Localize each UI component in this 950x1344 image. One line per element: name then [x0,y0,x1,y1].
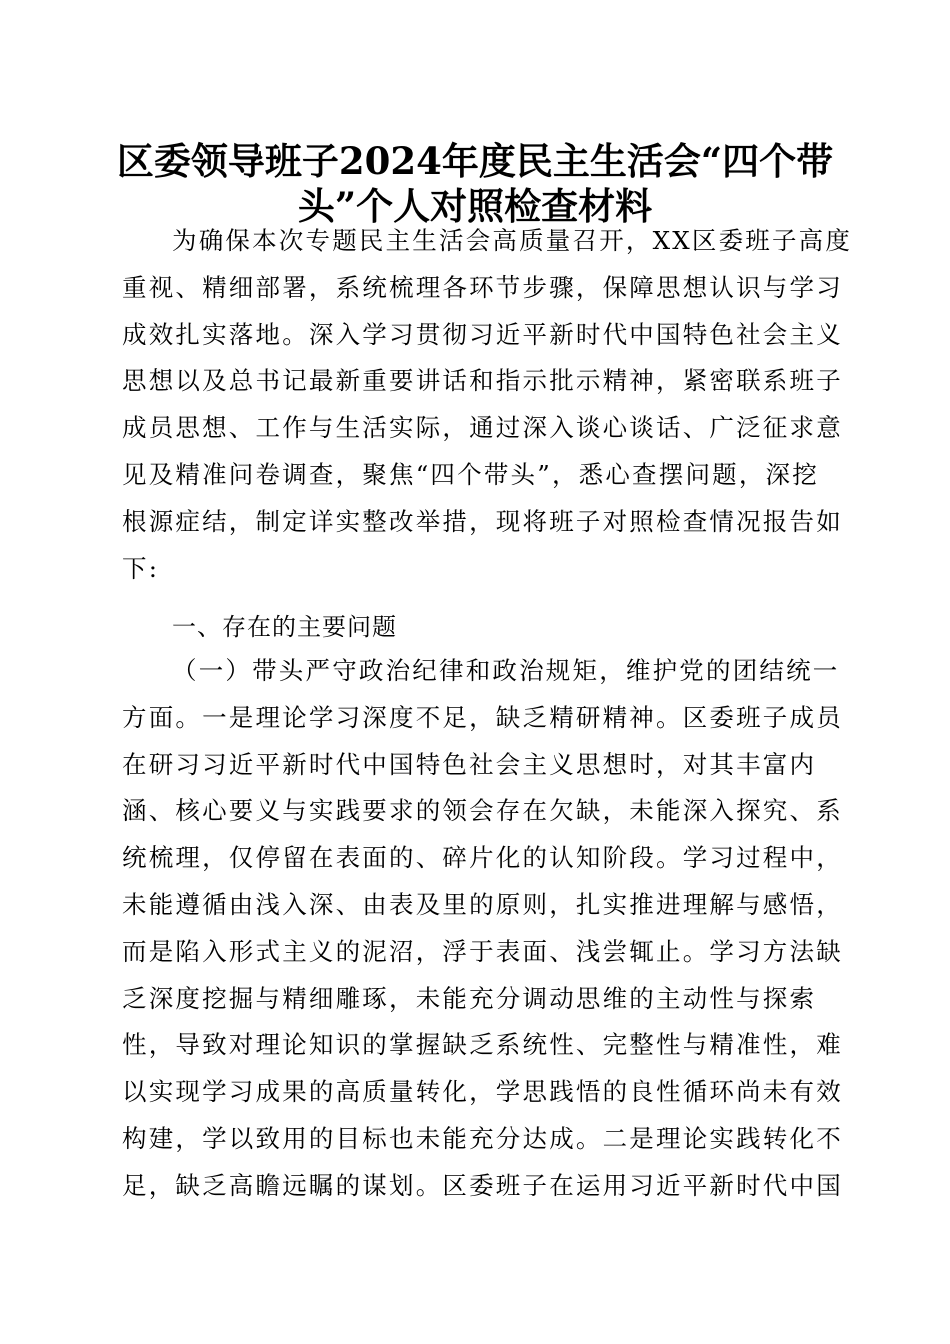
paragraph-line: 乏深度挖掘与精细雕琢，未能充分调动思维的主动性与探索 [122,983,817,1013]
paragraph-line: （一）带头严守政治纪律和政治规矩，维护党的团结统一 [172,656,840,685]
paragraph-line: 重视、精细部署，系统梳理各环节步骤，保障思想认识与学习 [122,272,843,302]
document-title-line-1: 区委领导班子2024年度民主生活会“四个带 [116,139,834,183]
paragraph-line: 为确保本次专题民主生活会高质量召开，XX区委班子高度 [172,226,853,255]
section-1-paragraph [122,648,843,1210]
intro-paragraph [122,218,853,592]
paragraph-line: 性，导致对理论知识的掌握缺乏系统性、完整性与精准性，难 [122,1030,843,1060]
paragraph-line: 以实现学习成果的高质量转化，学思践悟的良性循环尚未有效 [122,1077,843,1107]
paragraph-line: 构建，学以致用的目标也未能充分达成。二是理论实践转化不 [122,1123,843,1153]
paragraph-line: 在研习习近平新时代中国特色社会主义思想时，对其丰富内 [122,749,817,779]
paragraph-line: 根源症结，制定详实整改举措，现将班子对照检查情况报告如 [122,506,843,536]
paragraph-line: 成效扎实落地。深入学习贯彻习近平新时代中国特色社会主义 [122,319,843,349]
paragraph-line: 成员思想、工作与生活实际，通过深入谈心谈话、广泛征求意 [122,413,843,443]
paragraph-line: 而是陷入形式主义的泥沼，浮于表面、浅尝辄止。学习方法缺 [122,936,843,966]
paragraph-line: 统梳理，仅停留在表面的、碎片化的认知阶段。学习过程中， [122,843,843,873]
paragraph-line: 见及精准问卷调查，聚焦“四个带头”，悉心查摆问题，深挖 [122,459,819,489]
paragraph-line: 足，缺乏高瞻远瞩的谋划。区委班子在运用习近平新时代中国 [122,1170,843,1200]
document-title-line-2: 头”个人对照检查材料 [297,184,653,228]
paragraph-line: 思想以及总书记最新重要讲话和指示批示精神，紧密联系班子 [122,366,843,396]
section-heading: 一、存在的主要问题 [172,613,397,641]
paragraph-line: 下: [122,553,160,583]
paragraph-line: 涵、核心要义与实践要求的领会存在欠缺，未能深入探究、系 [122,796,843,826]
paragraph-line: 未能遵循由浅入深、由表及里的原则，扎实推进理解与感悟， [122,889,843,919]
paragraph-line: 方面。一是理论学习深度不足，缺乏精研精神。区委班子成员 [122,702,843,732]
